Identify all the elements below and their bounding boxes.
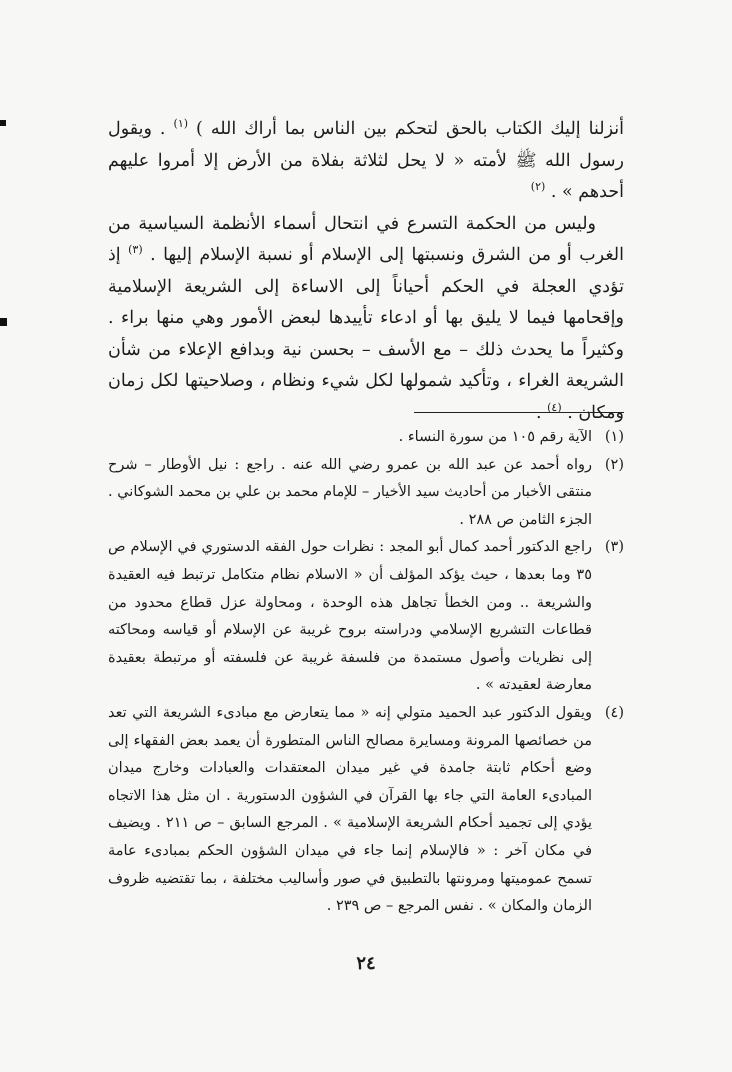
footnote-text: ويقول الدكتور عبد الحميد متولي إنه « مما يتعارض مع مبادىء الشريعة التي تعد من خصائصها المرونة ومسايرة مصالح الناس المتطورة أن يعمد بعض الفقهاء إلى وضع أحكام ثابتة جامدة في غير ميدان المعتقدات والعبادات وخارج ميدان المبادىء العامة التي جاء بها القرآن في الشؤون الدستورية . ان مثل هذا الاتجاه يؤدي إلى تجميد أحكام الشريعة الإسلامية » . المرجع السابق – ص ٢١١ . ويضيف في مكان آخر : « فالإسلام إنما جاء في ميدان الشؤون الحكم بمبادىء عامة تسمح عموميتها ومرونتها بالتطبيق في صور وأساليب مختلفة ، بما تقتضيه ظروف الزمان والمكان » . نفس المرجع – ص ٢٣٩ . xyxy=(108,704,592,915)
footnote-text: الآية رقم ١٠٥ من سورة النساء . xyxy=(398,429,592,445)
paragraph-1-text-b: . ويقول رسول الله ﷺ لأمته « لا يحل لثلاثة بفلاة من الأرض إلا أمروا عليهم أحدهم » . xyxy=(108,119,624,202)
footnote-4 xyxy=(108,700,624,921)
footnote-text: راجع الدكتور أحمد كمال أبو المجد : نظرات حول الفقه الدستوري في الإسلام ص ٣٥ وما بعدها ، حيث يؤكد المؤلف أن « الاسلام نظام متكامل ترتبط فيه العقيدة والشريعة .. ومن الخطأ تجاهل هذه الوحدة ، ومحاولة عزل قطاع محدود من قطاعات التشريع الإسلامي ودراسته بروح غريبة عن الإسلام أو قياسه ومحاكته إلى نظريات وأصول مستمدة من فلسفة غريبة عن فلسفته أو مرتبطة بعقيدة معارضة لعقيدته » . xyxy=(108,539,592,694)
footnotes xyxy=(108,424,624,921)
footnote-ref-3: (٣) xyxy=(128,243,143,257)
scan-edge-mark-middle xyxy=(0,318,7,326)
page-number: ٢٤ xyxy=(356,953,376,974)
paragraph-1 xyxy=(108,114,624,209)
footnote-number: (٤) xyxy=(604,704,624,721)
footnote-number: (٣) xyxy=(604,539,624,556)
footnote-separator xyxy=(414,412,624,413)
footnote-number: (١) xyxy=(604,429,624,445)
paragraph-2 xyxy=(108,209,624,430)
paragraph-1-text-a: أنزلنا إليك الكتاب بالحق لتحكم بين الناس بما أراك الله ) xyxy=(196,119,624,139)
footnote-text: رواه أحمد عن عبد الله بن عمرو رضي الله عنه . راجع : نيل الأوطار – شرح منتقى الأخبار من أحاديث سيد الأخيار – للإمام محمد بن علي بن محمد الشوكاني . الجزء الثامن ص ٢٨٨ . xyxy=(108,456,592,528)
scan-edge-mark-top xyxy=(0,120,6,126)
paragraph-2-end: . xyxy=(535,402,542,423)
footnote-number: (٢) xyxy=(604,456,624,473)
footnote-ref-2: (٢) xyxy=(530,180,546,194)
paragraph-2-text-a: وليس من الحكمة التسرع في انتحال أسماء الأنظمة السياسية من الغرب أو من الشرق ونسبتها إلى الإسلام أو نسبة الإسلام إليها . xyxy=(108,213,624,265)
main-text xyxy=(108,114,624,429)
footnote-ref-1: (١) xyxy=(173,117,189,131)
footnote-3 xyxy=(108,534,624,700)
paragraph-2-text-b: إذ تؤدي العجلة في الحكم أحياناً إلى الاساءة إلى الشريعة الإسلامية وإقحامها فيما لا يليق بها أو ادعاء تأييدها لبعض الأمور وهي منها براء . وكثيراً ما يحدث ذلك – مع الأسف – بحسن نية وبدافع الإعلاء من شأن الشريعة الغراء ، وتأكيد شمولها لكل شيء ونظام ، وصلاحيتها لكل زمان ومكان . xyxy=(108,245,624,423)
footnote-ref-4: (٤) xyxy=(547,400,562,414)
footnote-2 xyxy=(108,452,624,535)
footnote-1 xyxy=(108,424,624,452)
